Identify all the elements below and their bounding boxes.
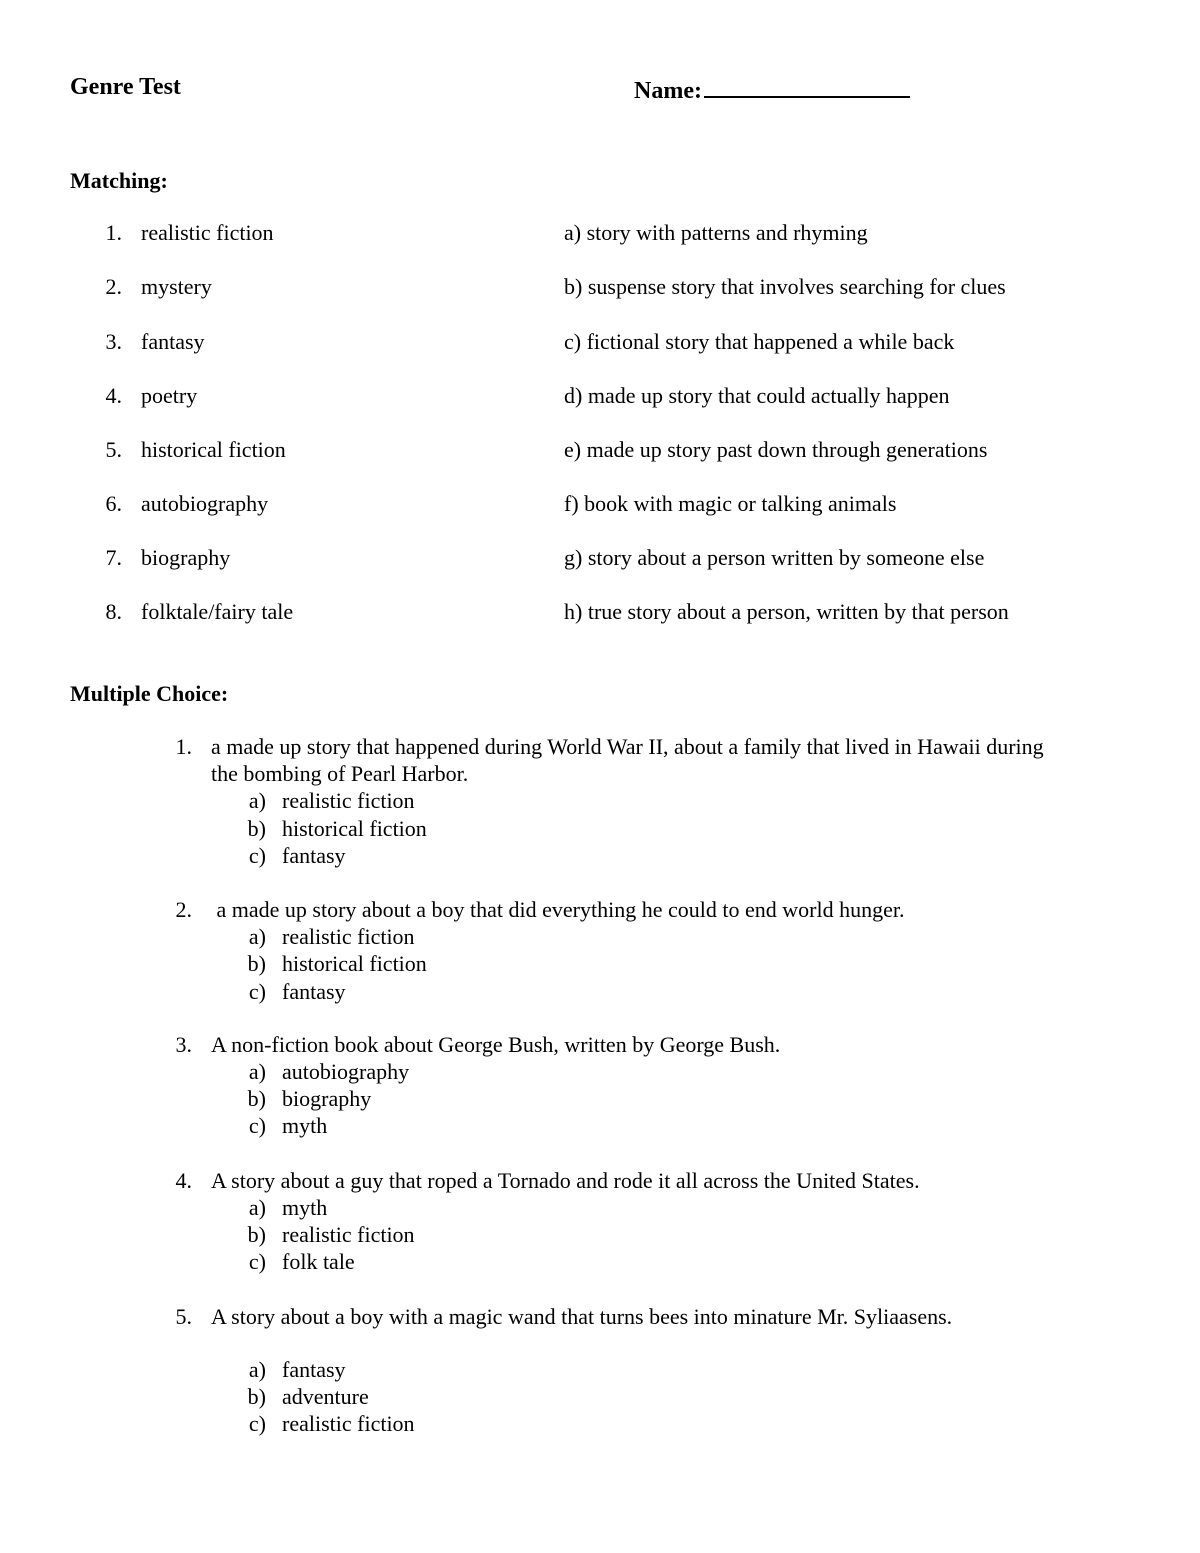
matching-item: [0, 491, 1200, 521]
matching-item: [0, 545, 1200, 575]
question-text-line: the bombing of Pearl Harbor.: [211, 761, 469, 786]
matching-definition: f) book with magic or talking animals: [564, 491, 897, 516]
matching-number: 1.: [105, 220, 122, 245]
matching-item: [0, 329, 1200, 359]
matching-term: folktale/fairy tale: [141, 599, 294, 624]
option-text[interactable]: biography: [282, 1086, 372, 1111]
option-text[interactable]: myth: [282, 1113, 328, 1138]
option-text[interactable]: fantasy: [282, 1357, 346, 1382]
question-number: 4.: [175, 1168, 192, 1193]
option-letter: a): [248, 924, 266, 949]
matching-number: 8.: [105, 599, 122, 624]
matching-number: 5.: [105, 437, 122, 462]
matching-definition: g) story about a person written by someone else: [564, 545, 985, 570]
option-text[interactable]: realistic fiction: [282, 1222, 415, 1247]
option-letter: c): [248, 1411, 266, 1436]
matching-number: 6.: [105, 491, 122, 516]
option-text[interactable]: adventure: [282, 1384, 369, 1409]
matching-definition: d) made up story that could actually happen: [564, 383, 950, 408]
question-number: 3.: [175, 1032, 192, 1057]
option-letter: c): [248, 843, 266, 868]
option-letter: a): [248, 788, 266, 813]
option-text[interactable]: fantasy: [282, 979, 346, 1004]
matching-definition: e) made up story past down through generations: [564, 437, 988, 462]
option-text[interactable]: historical fiction: [282, 951, 427, 976]
name-blank-line[interactable]: [704, 74, 910, 98]
matching-item: [0, 274, 1200, 304]
option-letter: c): [248, 1113, 266, 1138]
option-letter: a): [248, 1357, 266, 1382]
question-number: 1.: [175, 734, 192, 759]
matching-definition: c) fictional story that happened a while back: [564, 329, 955, 354]
matching-item: [0, 220, 1200, 250]
matching-term: biography: [141, 545, 231, 570]
matching-term: realistic fiction: [141, 220, 274, 245]
option-letter: b): [247, 1222, 266, 1247]
matching-number: 2.: [105, 274, 122, 299]
option-text[interactable]: realistic fiction: [282, 1411, 415, 1436]
matching-item: [0, 383, 1200, 413]
matching-item: [0, 437, 1200, 467]
matching-item: [0, 599, 1200, 629]
name-label: Name:: [634, 78, 702, 104]
page-title: Genre Test: [70, 74, 181, 100]
name-field[interactable]: [634, 74, 910, 105]
question-text-line: A story about a guy that roped a Tornado and rode it all across the United States.: [211, 1168, 920, 1193]
option-text[interactable]: historical fiction: [282, 816, 427, 841]
option-letter: c): [248, 979, 266, 1004]
matching-term: autobiography: [141, 491, 269, 516]
question-text-line: a made up story that happened during World War II, about a family that lived in Hawaii during: [211, 734, 1044, 759]
option-text[interactable]: fantasy: [282, 843, 346, 868]
option-text[interactable]: realistic fiction: [282, 924, 415, 949]
option-letter: b): [247, 951, 266, 976]
question-text-line: a made up story about a boy that did everything he could to end world hunger.: [211, 897, 905, 922]
question-text-line: A non-fiction book about George Bush, written by George Bush.: [211, 1032, 781, 1057]
matching-term: mystery: [141, 274, 212, 299]
option-text[interactable]: myth: [282, 1195, 328, 1220]
option-letter: b): [247, 816, 266, 841]
option-letter: b): [247, 1384, 266, 1409]
matching-term: poetry: [141, 383, 198, 408]
question-number: 5.: [175, 1304, 192, 1329]
option-letter: b): [247, 1086, 266, 1111]
matching-term: fantasy: [141, 329, 205, 354]
matching-definition: h) true story about a person, written by that person: [564, 599, 1009, 624]
matching-heading: Matching:: [70, 168, 168, 193]
matching-number: 3.: [105, 329, 122, 354]
option-letter: a): [248, 1059, 266, 1084]
option-letter: a): [248, 1195, 266, 1220]
question-text-line: A story about a boy with a magic wand that turns bees into minature Mr. Syliaasens.: [211, 1304, 953, 1329]
matching-term: historical fiction: [141, 437, 286, 462]
multiple-choice-heading: Multiple Choice:: [70, 681, 229, 706]
question-number: 2.: [175, 897, 192, 922]
option-letter: c): [248, 1249, 266, 1274]
option-text[interactable]: folk tale: [282, 1249, 355, 1274]
matching-number: 4.: [105, 383, 122, 408]
matching-definition: a) story with patterns and rhyming: [564, 220, 868, 245]
matching-number: 7.: [105, 545, 122, 570]
matching-definition: b) suspense story that involves searching for clues: [564, 274, 1006, 299]
option-text[interactable]: realistic fiction: [282, 788, 415, 813]
option-text[interactable]: autobiography: [282, 1059, 410, 1084]
